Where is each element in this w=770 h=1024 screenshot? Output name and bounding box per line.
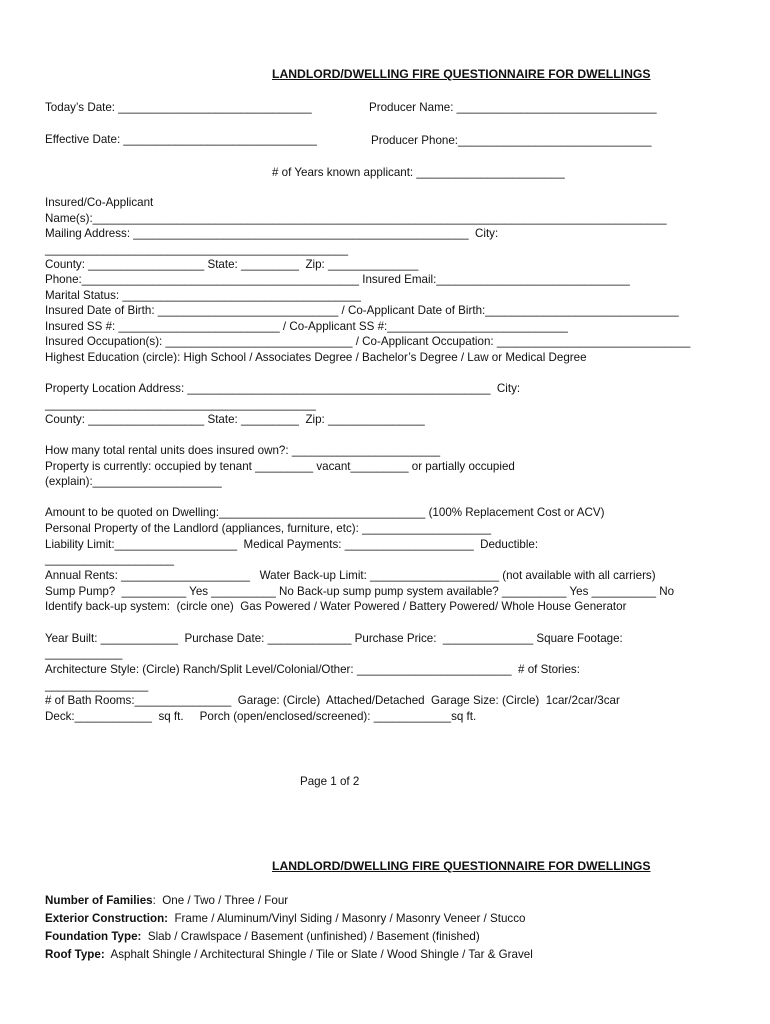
foundation-options[interactable]: Slab / Crawlspace / Basement (unfinished) / Basement (finished) — [141, 930, 480, 943]
todays-date-field[interactable]: Today’s Date: ______________________________ — [45, 101, 312, 114]
foundation-label: Foundation Type: — [45, 930, 142, 943]
roof-options[interactable]: Asphalt Shingle / Architectural Shingle / Tile or Slate / Wood Shingle / Tar & Gravel — [104, 948, 533, 961]
dwelling-amount-field[interactable]: Amount to be quoted on Dwelling:________________________________ (100% Replacement Cost or ACV) — [45, 506, 605, 519]
marital-status-field[interactable]: Marital Status: _____________________________________ — [45, 289, 361, 302]
sump-pump-field[interactable]: Sump Pump? __________ Yes __________ No Back-up sump pump system available? __________ Yes __________ No — [45, 585, 675, 598]
roof-row — [45, 948, 533, 962]
deck-porch-field[interactable]: Deck:____________ sq ft. Porch (open/enclosed/screened): ____________sq ft. — [45, 710, 477, 723]
effective-date-field[interactable]: Effective Date: ______________________________ — [45, 133, 317, 146]
mailing-address-field[interactable]: Mailing Address: ____________________________________________________ City: — [45, 227, 499, 240]
foundation-row — [45, 930, 480, 944]
liability-field[interactable]: Liability Limit:___________________ Medical Payments: ____________________ Deductible: — [45, 538, 539, 551]
exterior-label: Exterior Construction: — [45, 912, 169, 925]
phone-email-field[interactable]: Phone:___________________________________________ Insured Email:______________________________ — [45, 273, 630, 286]
stories-continued[interactable]: ________________ — [45, 679, 149, 692]
deductible-continued[interactable]: ____________________ — [45, 553, 174, 566]
years-known-field[interactable]: # of Years known applicant: _______________________ — [272, 166, 565, 179]
annual-rents-field[interactable]: Annual Rents: ____________________ Water Back-up Limit: ____________________ (not available with all carriers) — [45, 569, 656, 582]
property-county-field[interactable]: County: __________________ State: _________ Zip: _______________ — [45, 413, 425, 426]
roof-label: Roof Type: — [45, 948, 105, 961]
exterior-options[interactable]: Frame / Aluminum/Vinyl Siding / Masonry / Masonry Veneer / Stucco — [168, 912, 526, 925]
names-field[interactable]: Name(s):_________________________________________________________________________________________ — [45, 212, 667, 225]
occupancy-field[interactable]: Property is currently: occupied by tenant _________ vacant_________ or partially occupied — [45, 460, 515, 473]
families-options[interactable]: : One / Two / Three / Four — [152, 894, 289, 907]
year-built-field[interactable]: Year Built: ____________ Purchase Date: _____________ Purchase Price: ______________ Square Footage: — [45, 632, 623, 645]
county-state-zip-field[interactable]: County: __________________ State: _________ Zip: ______________ — [45, 258, 419, 271]
mailing-address-continued[interactable]: _______________________________________________ — [45, 243, 349, 256]
bath-rooms-field[interactable]: # of Bath Rooms:_______________ Garage: (Circle) Attached/Detached Garage Size: (Circle) 1car/2car/3car — [45, 694, 620, 707]
families-row — [45, 894, 288, 908]
property-address-continued[interactable]: __________________________________________ — [45, 398, 316, 411]
architecture-field[interactable]: Architecture Style: (Circle) Ranch/Split Level/Colonial/Other: ________________________ # of Stories: — [45, 663, 580, 676]
backup-system-field[interactable]: Identify back-up system: (circle one) Gas Powered / Water Powered / Battery Powered/ Whole House Generator — [45, 600, 627, 613]
explain-field[interactable]: (explain):____________________ — [45, 475, 222, 488]
page2-title: LANDLORD/DWELLING FIRE QUESTIONNAIRE FOR DWELLINGS — [272, 859, 651, 873]
square-footage-continued[interactable]: ____________ — [45, 647, 123, 660]
insured-label: Insured/Co-Applicant — [45, 196, 154, 209]
date-of-birth-field[interactable]: Insured Date of Birth: ____________________________ / Co-Applicant Date of Birth:______________________________ — [45, 304, 679, 317]
page-number: Page 1 of 2 — [300, 775, 360, 788]
ss-number-field[interactable]: Insured SS #: _________________________ / Co-Applicant SS #:____________________________ — [45, 320, 568, 333]
page-title: LANDLORD/DWELLING FIRE QUESTIONNAIRE FOR DWELLINGS — [272, 67, 651, 81]
producer-phone-field[interactable]: Producer Phone:______________________________ — [371, 134, 652, 147]
occupation-field[interactable]: Insured Occupation(s): _____________________________ / Co-Applicant Occupation: ______________________________ — [45, 335, 691, 348]
families-label: Number of Families — [45, 894, 153, 907]
personal-property-field[interactable]: Personal Property of the Landlord (appliances, furniture, etc): ____________________ — [45, 522, 492, 535]
rental-units-field[interactable]: How many total rental units does insured own?: _______________________ — [45, 444, 441, 457]
exterior-row — [45, 912, 525, 926]
property-address-field[interactable]: Property Location Address: _______________________________________________ City: — [45, 382, 521, 395]
producer-name-field[interactable]: Producer Name: _______________________________ — [369, 101, 657, 114]
education-field[interactable]: Highest Education (circle): High School / Associates Degree / Bachelor’s Degree / Law or Medical Degree — [45, 351, 587, 364]
